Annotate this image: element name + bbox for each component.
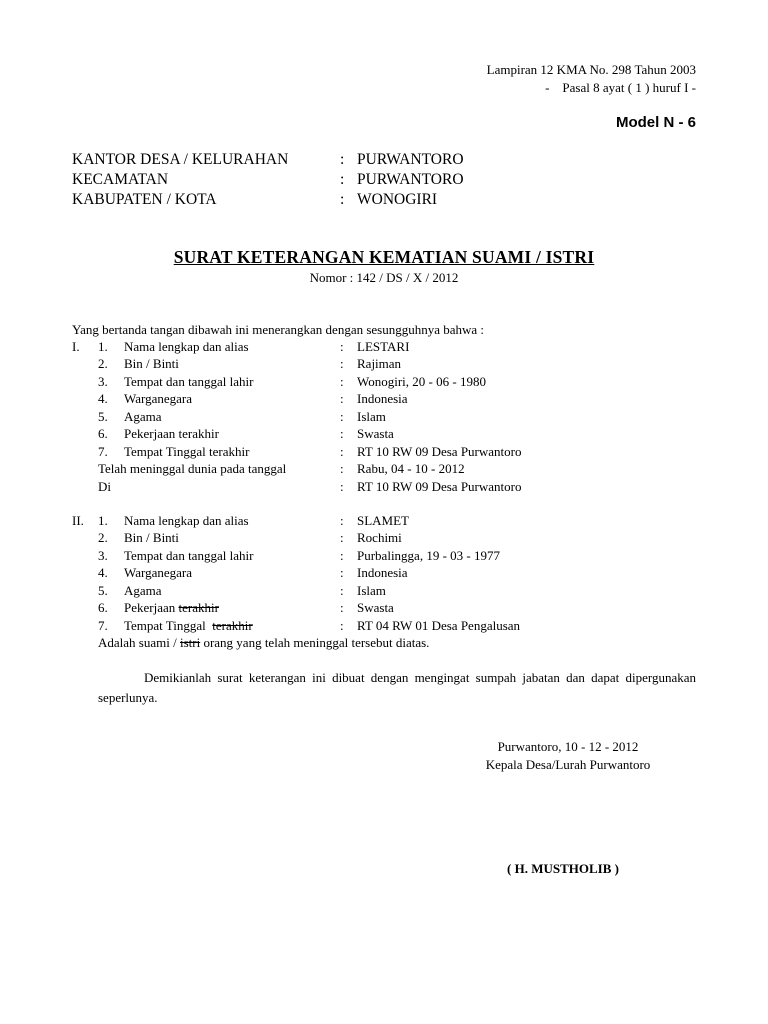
row-number: 2. (98, 530, 108, 545)
office-label-kabupaten: KABUPATEN / KOTA (72, 191, 217, 208)
row-value: Indonesia (357, 565, 408, 580)
row-colon: : (340, 409, 344, 424)
row-colon: : (340, 339, 344, 354)
intro-text: Yang bertanda tangan dibawah ini menerangkan dengan sesungguhnya bahwa : (72, 322, 485, 337)
struck-word: istri (179, 635, 201, 650)
row-number: 4. (98, 391, 108, 406)
office-colon: : (340, 171, 345, 188)
row-number: 6. (98, 600, 108, 615)
row-number: 4. (98, 565, 108, 580)
row-label: Pekerjaan terakhir (124, 426, 219, 441)
row-colon: : (340, 356, 344, 371)
row-colon: : (340, 444, 344, 459)
row-number: 1. (98, 339, 108, 354)
row-number: 1. (98, 513, 108, 528)
lampiran-reference: Lampiran 12 KMA No. 298 Tahun 2003 (486, 62, 696, 77)
office-value-desa: PURWANTORO (357, 151, 464, 168)
row-colon: : (340, 374, 344, 389)
row-number: 5. (98, 409, 108, 424)
office-value-kecamatan: PURWANTORO (357, 171, 464, 188)
statement-text: orang yang telah meninggal tersebut diatas. (203, 635, 430, 650)
row-value: Swasta (357, 426, 394, 441)
row-value: Swasta (357, 600, 394, 615)
death-place-label: Di (98, 479, 111, 494)
row-label-text: Pekerjaan (124, 600, 176, 615)
row-value: Islam (357, 409, 386, 424)
row-label (124, 600, 219, 616)
row-label (124, 618, 253, 634)
section-roman: II. (72, 513, 84, 528)
row-label: Nama lengkap dan alias (124, 339, 249, 354)
model-code: Model N - 6 (615, 114, 696, 131)
row-value: RT 04 RW 01 Desa Pengalusan (357, 618, 521, 633)
row-number: 7. (98, 444, 108, 459)
office-label-desa: KANTOR DESA / KELURAHAN (72, 151, 289, 168)
row-label: Bin / Binti (124, 356, 179, 371)
office-label-kecamatan: KECAMATAN (72, 171, 169, 188)
office-colon: : (340, 151, 345, 168)
row-number: 2. (98, 356, 108, 371)
row-value: SLAMET (357, 513, 409, 528)
row-number: 5. (98, 583, 108, 598)
row-label: Tempat dan tanggal lahir (124, 374, 254, 389)
row-value: Purbalingga, 19 - 03 - 1977 (357, 548, 500, 563)
signatory-name: ( H. MUSTHOLIB ) (507, 861, 619, 876)
row-colon: : (340, 583, 344, 598)
row-colon: : (340, 548, 344, 563)
signature-position: Kepala Desa/Lurah Purwantoro (485, 757, 651, 772)
row-label: Tempat Tinggal terakhir (124, 444, 250, 459)
row-label: Bin / Binti (124, 530, 179, 545)
row-value: Rochimi (357, 530, 402, 545)
row-colon: : (340, 426, 344, 441)
row-label: Agama (124, 409, 162, 424)
struck-word: terakhir (178, 600, 219, 615)
row-value: Islam (357, 583, 386, 598)
row-label: Nama lengkap dan alias (124, 513, 249, 528)
row-number: 3. (98, 374, 108, 389)
row-colon: : (340, 530, 344, 545)
row-colon: : (340, 600, 344, 615)
row-value: Rajiman (357, 356, 402, 371)
pasal-reference: - Pasal 8 ayat ( 1 ) huruf I - (545, 80, 696, 95)
document-number: Nomor : 142 / DS / X / 2012 (309, 270, 459, 285)
row-colon: : (340, 461, 344, 476)
row-label: Warganegara (124, 565, 193, 580)
row-value: Wonogiri, 20 - 06 - 1980 (357, 374, 486, 389)
row-value: LESTARI (357, 339, 410, 354)
row-colon: : (340, 618, 344, 633)
row-colon: : (340, 479, 344, 494)
office-value-kabupaten: WONOGIRI (357, 191, 438, 208)
struck-word: terakhir (212, 618, 253, 633)
closing-paragraph: Demikianlah surat keterangan ini dibuat dengan mengingat sumpah jabatan dan dapat dipergunakan seperlunya. (98, 670, 696, 705)
death-date-label: Telah meninggal dunia pada tanggal (98, 461, 287, 476)
relationship-statement (98, 635, 429, 651)
row-number: 6. (98, 426, 108, 441)
section-roman: I. (72, 339, 80, 354)
row-label: Agama (124, 583, 162, 598)
document-title: SURAT KETERANGAN KEMATIAN SUAMI / ISTRI (173, 247, 595, 267)
row-number: 7. (98, 618, 108, 633)
row-label: Warganegara (124, 391, 193, 406)
row-colon: : (340, 565, 344, 580)
row-colon: : (340, 391, 344, 406)
row-label: Tempat dan tanggal lahir (124, 548, 254, 563)
row-colon: : (340, 513, 344, 528)
death-date-value: Rabu, 04 - 10 - 2012 (357, 461, 465, 476)
row-value: RT 10 RW 09 Desa Purwantoro (357, 444, 522, 459)
row-label-text: Tempat Tinggal (124, 618, 206, 633)
row-number: 3. (98, 548, 108, 563)
row-value: Indonesia (357, 391, 408, 406)
office-colon: : (340, 191, 345, 208)
death-place-value: RT 10 RW 09 Desa Purwantoro (357, 479, 522, 494)
signature-place-date: Purwantoro, 10 - 12 - 2012 (497, 739, 639, 754)
statement-text: Adalah suami / (98, 635, 177, 650)
